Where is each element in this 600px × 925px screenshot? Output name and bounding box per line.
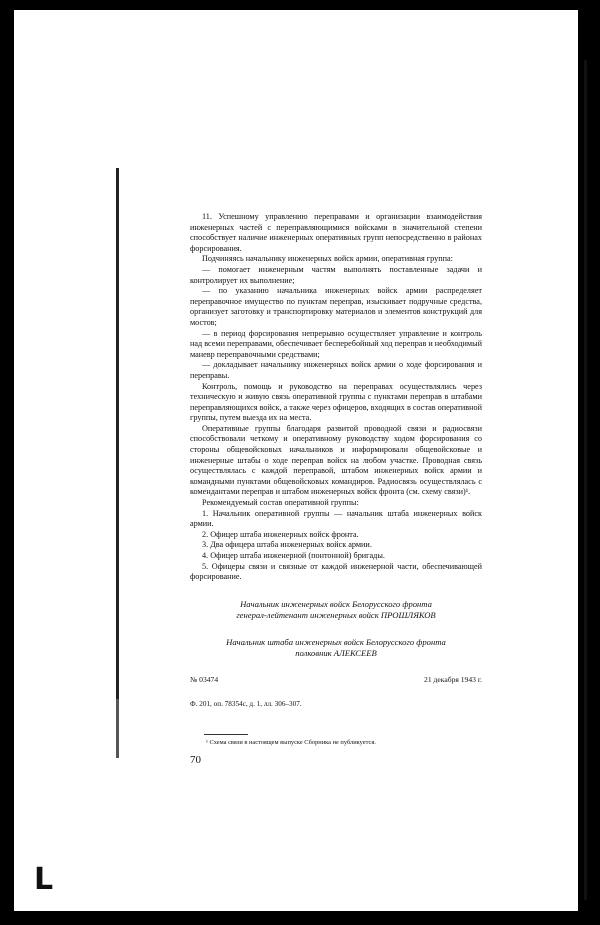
signature-title: Начальник штаба инженерных войск Белорусского фронта	[226, 636, 446, 647]
paragraph: — в период форсирования непрерывно осуществляет управление и контроль над всеми переправами, обеспечивает бесперебойный ход переправ и необходимый маневр переправочными средствами;	[190, 328, 482, 359]
paragraph: Подчиняясь начальнику инженерных войск армии, оперативная группа:	[202, 254, 453, 264]
paragraph: — по указанию начальника инженерных войск армии распределяет переправочное имущество по пунктам переправ, изыскивает подручные средства, организует заготовку и транспортировку материалов и элементов конструкций для мостов;	[190, 286, 482, 327]
paragraph: Рекомендуемый состав оперативной группы:	[202, 498, 359, 508]
footnote: ¹ Схема связи в настоящем выпуске Сборника не публикуется.	[206, 738, 376, 746]
footnote-divider	[204, 734, 248, 735]
archive-reference: Ф. 201, оп. 78354с, д. 1, лл. 306–307.	[190, 700, 302, 709]
scan-border-top	[0, 0, 600, 10]
paragraph: Оперативные группы благодаря развитой проводной связи и радиосвязи способствовали четкому и оперативному руководству ходом форсирования со стороны общевойсковых начальников и информировали общевойсковые и инженерные штабы о ходе переправ войск на любом участке. Проводная связь осуществлялась с каждой переправой, штабом инженерных войск армии и командными пунктами общевойсковых командиров. Радиосвязь осуществлялась с комендантами переправ и штабом инженерных войск фронта (см. схему связи)¹.	[190, 423, 482, 497]
signature-block-2	[190, 637, 482, 659]
document-number: № 03474	[190, 674, 219, 684]
paragraph: Контроль, помощь и руководство на переправах осуществлялись через техническую и живую связь оперативной группы с пунктами переправ в штабами переправляющихся войск, а также через офицеров, входящих в состав оперативной группы, путем выезда их на места.	[190, 381, 482, 423]
binding-shadow-right	[584, 60, 587, 900]
binding-shadow-left	[116, 168, 119, 758]
document-reference-row	[190, 675, 482, 686]
list-item: 3. Два офицера штаба инженерных войск армии.	[202, 540, 372, 550]
scan-artifact-mark: L	[34, 862, 54, 897]
page-number: 70	[190, 753, 201, 766]
list-item: 5. Офицеры связи и связные от каждой инженерной части, обеспечивающей форсирование.	[190, 561, 482, 582]
signature-block-1	[190, 599, 482, 621]
scan-border-bottom	[0, 911, 600, 925]
scan-border-left	[0, 0, 14, 925]
list-item: 4. Офицер штаба инженерной (понтонной) бригады.	[202, 551, 385, 560]
scan-border-right	[578, 0, 600, 925]
paragraph: — помогает инженерным частям выполнять поставленные задачи и контролирует их выполнение;	[190, 264, 482, 285]
signature-name: генерал-лейтенант инженерных войск ПРОШЛЯКОВ	[236, 609, 436, 620]
document-date: 21 декабря 1943 г.	[424, 674, 482, 684]
signature-name: полковник АЛЕКСЕЕВ	[295, 647, 377, 658]
paragraph-11: 11. Успешному управлению переправами и организации взаимодействия инженерных частей с переправляющимися войсками в значительной степени способствует наличие инженерных оперативных групп непосредственно в районах форсирования.	[190, 212, 482, 253]
paragraph: — докладывает начальнику инженерных войск армии о ходе форсирования и переправы.	[190, 360, 482, 380]
signature-title: Начальник инженерных войск Белорусского фронта	[240, 598, 432, 609]
list-item: 1. Начальник оперативной группы — начальник штаба инженерных войск армии.	[190, 508, 482, 529]
group-composition-list	[190, 509, 482, 583]
document-body	[190, 212, 482, 765]
list-item: 2. Офицер штаба инженерных войск фронта.	[202, 529, 359, 539]
